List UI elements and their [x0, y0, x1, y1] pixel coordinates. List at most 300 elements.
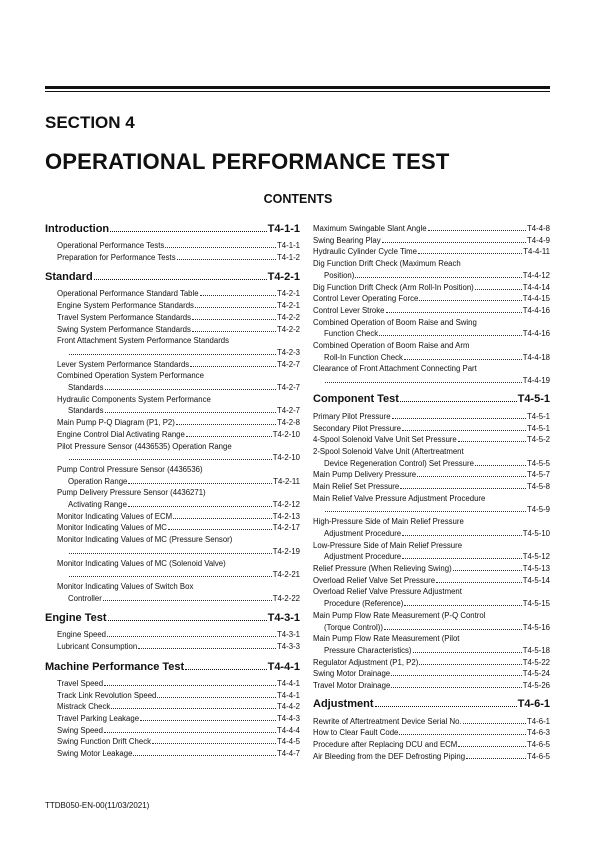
toc-entry[interactable]: [45, 736, 300, 748]
toc-entry-page: T4-6-1: [527, 716, 550, 726]
toc-right-column: [313, 223, 550, 763]
toc-entry-label: Procedure (Reference): [324, 599, 404, 609]
toc-entry-line: [313, 328, 550, 340]
toc-entry-label: Roll-In Function Check: [324, 352, 403, 362]
toc-entry-page: T4-2-7: [277, 406, 300, 416]
toc-entry-page: T4-4-7: [277, 749, 300, 759]
toc-entry-line: [57, 713, 300, 725]
group-heading-page: T4-1-1: [267, 223, 300, 235]
toc-entry[interactable]: [45, 441, 300, 464]
toc-entry-page: T4-5-14: [522, 575, 550, 585]
dot-leader: [152, 742, 276, 744]
toc-entry[interactable]: [313, 739, 550, 751]
toc-entry[interactable]: [45, 359, 300, 371]
toc-entry-label: Main Pump Flow Rate Measurement (P-Q Control: [313, 610, 486, 620]
toc-entry-label: Control Lever Operating Force: [313, 294, 419, 304]
toc-entry-line: [57, 581, 300, 593]
dot-leader: [417, 475, 526, 477]
toc-entry-line: [313, 622, 550, 634]
group-heading-label: Introduction: [45, 223, 110, 235]
dot-leader: [165, 246, 276, 248]
toc-entry-label: Monitor Indicating Values of ECM: [57, 511, 173, 521]
toc-entry-page: T4-1-1: [277, 241, 300, 250]
toc-entry[interactable]: [45, 725, 300, 737]
toc-entry-page: T4-4-16: [522, 329, 550, 339]
toc-entry-line: [313, 363, 550, 375]
toc-entry-label: Hydraulic Components System Performance: [57, 394, 211, 404]
toc-entry-label: Main Relief Set Pressure: [313, 482, 400, 492]
toc-entry-label: Swing Motor Drainage: [313, 669, 391, 679]
toc-entry[interactable]: [45, 240, 300, 252]
toc-entry-label: Relief Pressure (When Relieving Swing): [313, 563, 452, 573]
toc-entry[interactable]: [313, 657, 550, 669]
toc-entry-line: [313, 375, 550, 387]
top-rule-thick: [45, 86, 550, 89]
toc-entry-page: T4-2-7: [277, 383, 300, 393]
toc-entry-line: [313, 657, 550, 669]
toc-entry-page: T4-2-2: [277, 312, 300, 322]
toc-entry-label: Travel Speed: [57, 678, 104, 688]
toc-entry-line: [313, 598, 550, 610]
toc-entry-label: Adjustment Procedure: [324, 528, 402, 538]
toc-entry-page: T4-1-2: [277, 252, 300, 262]
toc-entry-label: Secondary Pilot Pressure: [313, 423, 401, 433]
group-heading-page: T4-5-1: [517, 392, 550, 405]
toc-entry[interactable]: [313, 293, 550, 305]
toc-entry-label: Swing System Performance Standards: [57, 324, 191, 334]
group-heading-label: Adjustment: [313, 697, 374, 710]
toc-entry-page: T4-4-16: [522, 305, 550, 315]
dot-leader: [475, 288, 522, 290]
toc-entry-line: [57, 534, 300, 546]
toc-entry[interactable]: [45, 464, 300, 487]
dot-leader: [402, 429, 526, 431]
group-heading-page: T4-3-1: [267, 612, 300, 625]
dot-leader: [186, 435, 272, 437]
toc-entry[interactable]: [45, 335, 300, 358]
toc-entry[interactable]: [45, 629, 300, 641]
dot-leader: [400, 400, 517, 402]
toc-entry-line: [57, 736, 300, 748]
toc-group-heading[interactable]: [313, 698, 550, 711]
toc-group-heading[interactable]: [45, 661, 300, 674]
document-footer: TTDB050-EN-00(11/03/2021): [45, 801, 150, 810]
toc-entry-line: [57, 452, 300, 464]
toc-entry-label: Travel Parking Leakage: [57, 713, 140, 723]
toc-entry-label: Low-Pressure Side of Main Relief Pressure: [313, 540, 463, 550]
toc-entry[interactable]: [313, 340, 550, 363]
toc-entry-label: Travel Motor Drainage: [313, 681, 391, 691]
dot-leader: [128, 505, 272, 507]
toc-entry[interactable]: [45, 312, 300, 324]
toc-entry[interactable]: [45, 487, 300, 510]
toc-entry-line: [57, 511, 300, 523]
toc-group-heading[interactable]: [45, 223, 300, 236]
toc-entry-line: [57, 288, 300, 300]
dot-leader: [418, 252, 522, 254]
toc-entry[interactable]: [45, 678, 300, 690]
toc-entry[interactable]: [45, 522, 300, 534]
toc-entry-line: [313, 282, 550, 294]
toc-entry[interactable]: [313, 751, 550, 763]
toc-entry-line: [313, 235, 550, 247]
group-heading-page: T4-6-1: [517, 697, 550, 710]
toc-entry[interactable]: [313, 258, 550, 281]
toc-entry[interactable]: [313, 540, 550, 563]
toc-entry-line: [313, 493, 550, 505]
dot-leader: [168, 528, 272, 530]
toc-entry[interactable]: [313, 246, 550, 258]
toc-entry[interactable]: [45, 511, 300, 523]
toc-entry-label: Track Link Revolution Speed: [57, 690, 157, 700]
toc-entry-page: T4-2-8: [277, 418, 300, 428]
toc-entry[interactable]: [313, 633, 550, 656]
toc-entry[interactable]: [45, 417, 300, 429]
toc-entry[interactable]: [313, 716, 550, 728]
toc-entry-line: [57, 382, 300, 394]
toc-entry-line: [57, 347, 300, 359]
toc-entry-page: T4-5-7: [527, 470, 550, 480]
toc-entry-page: T4-2-13: [272, 511, 300, 521]
dot-leader: [404, 358, 522, 360]
dot-leader: [458, 440, 526, 442]
toc-entry[interactable]: [313, 223, 550, 235]
toc-entry-label: Combined Operation of Boom Raise and Arm: [313, 341, 470, 351]
top-rule-thin: [45, 91, 550, 92]
toc-entry-label: Pilot Pressure Sensor (4436535) Operation Range: [57, 441, 232, 451]
toc-entry[interactable]: [45, 713, 300, 725]
toc-entry-label: Pump Delivery Pressure Sensor (4436271): [57, 488, 206, 498]
toc-entry-line: [313, 610, 550, 622]
toc-entry-page: T4-4-1: [277, 690, 300, 700]
dot-leader: [69, 458, 272, 460]
toc-entry-page: T4-4-11: [523, 247, 550, 257]
dot-leader: [138, 647, 276, 649]
dot-leader: [419, 299, 521, 301]
dot-leader: [190, 365, 276, 367]
toc-entry[interactable]: [45, 641, 300, 653]
toc-group-heading[interactable]: [45, 612, 300, 625]
section-label: SECTION 4: [45, 113, 135, 132]
toc-entry-line: [313, 434, 550, 446]
toc-entry-label: Controller: [68, 593, 102, 603]
toc-entry-page: T4-5-22: [522, 657, 550, 667]
toc-entry-label: Main Relief Valve Pressure Adjustment Procedure: [313, 493, 486, 503]
toc-entry-page: T4-2-2: [277, 324, 300, 334]
toc-entry[interactable]: [45, 748, 300, 760]
dot-leader: [325, 381, 522, 383]
toc-entry-label: Travel System Performance Standards: [57, 312, 192, 322]
toc-entry[interactable]: [313, 610, 550, 633]
dot-leader: [69, 552, 272, 554]
toc-entry-line: [57, 464, 300, 476]
toc-entry[interactable]: [313, 516, 550, 539]
toc-entry[interactable]: [45, 581, 300, 604]
toc-entry-line: [57, 476, 300, 488]
toc-entry-label: Operation Range: [68, 476, 128, 486]
toc-entry-page: T4-5-18: [522, 645, 550, 655]
dot-leader: [375, 705, 517, 707]
toc-entry-page: T4-5-26: [522, 681, 550, 691]
dot-leader: [200, 294, 276, 296]
toc-entry-page: T4-4-4: [277, 725, 300, 735]
toc-group-heading[interactable]: [313, 393, 550, 406]
toc-entry-label: Operational Performance Standard Table: [57, 289, 199, 299]
toc-entry-label: Engine Speed: [57, 630, 106, 640]
toc-entry-line: [313, 305, 550, 317]
toc-entry-page: T4-5-16: [522, 622, 550, 632]
toc-entry[interactable]: [313, 235, 550, 247]
toc-entry-line: [57, 405, 300, 417]
toc-entry-page: T4-5-5: [527, 458, 550, 468]
toc-entry-line: [313, 446, 550, 458]
toc-entry-line: [313, 668, 550, 680]
dot-leader: [404, 604, 521, 606]
dot-leader: [428, 229, 526, 231]
toc-entry-label: Control Lever Stroke: [313, 305, 385, 315]
toc-entry-line: [57, 546, 300, 558]
toc-entry-page: T4-2-22: [272, 593, 300, 603]
toc-entry-page: T4-5-13: [522, 563, 550, 573]
toc-entry-line: [313, 352, 550, 364]
toc-entry-page: T4-2-11: [273, 476, 300, 486]
toc-entry-line: [313, 258, 550, 270]
toc-entry-line: [313, 411, 550, 423]
dot-leader: [463, 722, 526, 724]
toc-entry-line: [57, 300, 300, 312]
toc-entry[interactable]: [313, 668, 550, 680]
toc-entry-label: Main Pump P-Q Diagram (P1, P2): [57, 418, 175, 428]
toc-entry[interactable]: [45, 300, 300, 312]
dot-leader: [110, 230, 266, 232]
toc-entry-line: [313, 551, 550, 563]
toc-entry-label: Front Attachment System Performance Standards: [57, 336, 230, 346]
toc-entry-label: Overload Relief Valve Pressure Adjustment: [313, 587, 462, 597]
toc-entry[interactable]: [313, 469, 550, 481]
toc-entry-line: [57, 701, 300, 713]
dot-leader: [133, 754, 276, 756]
toc-entry-page: T4-4-8: [527, 224, 550, 233]
dot-leader: [384, 628, 522, 630]
dot-leader: [195, 306, 276, 308]
toc-entry-page: T4-5-8: [527, 482, 550, 492]
toc-entry-line: [313, 586, 550, 598]
toc-entry-label: Combined Operation System Performance: [57, 371, 204, 381]
toc-entry-page: T4-4-18: [522, 352, 550, 362]
dot-leader: [128, 482, 272, 484]
toc-entry-label: Lever System Performance Standards: [57, 359, 190, 369]
toc-entry[interactable]: [313, 305, 550, 317]
group-heading-label: Machine Performance Test: [45, 660, 185, 673]
toc-entry-line: [313, 751, 550, 763]
toc-entry-line: [313, 340, 550, 352]
toc-entry[interactable]: [45, 534, 300, 557]
toc-entry-label: Preparation for Performance Tests: [57, 252, 176, 262]
toc-entry-label: Monitor Indicating Values of MC: [57, 523, 167, 533]
toc-entry[interactable]: [313, 434, 550, 446]
toc-entry-page: T4-3-3: [277, 642, 300, 652]
dot-leader: [94, 278, 267, 280]
toc-entry-page: T4-2-10: [272, 429, 300, 439]
toc-entry-line: [57, 429, 300, 441]
group-heading-page: T4-4-1: [267, 660, 300, 673]
toc-entry[interactable]: [313, 563, 550, 575]
toc-entry-line: [57, 324, 300, 336]
toc-entry-line: [313, 575, 550, 587]
toc-entry[interactable]: [45, 558, 300, 581]
toc-group-heading[interactable]: [45, 271, 300, 284]
toc-entry[interactable]: [313, 446, 550, 469]
toc-entry-label: Swing Bearing Play: [313, 235, 381, 245]
dot-leader: [413, 651, 522, 653]
toc-entry-page: T4-5-9: [527, 505, 550, 515]
toc-entry-page: T4-6-3: [527, 728, 550, 738]
group-heading-label: Component Test: [313, 392, 399, 405]
toc-entry-label: Maximum Swingable Slant Angle: [313, 224, 427, 233]
toc-entry-page: T4-2-17: [272, 523, 300, 533]
dot-leader: [185, 668, 266, 670]
page-title: OPERATIONAL PERFORMANCE TEST: [45, 149, 450, 174]
toc-entry-label: Engine System Performance Standards: [57, 301, 194, 311]
toc-entry-line: [313, 246, 550, 258]
toc-entry-label: Swing Function Drift Check: [57, 737, 152, 747]
toc-entry-line: [57, 335, 300, 347]
dot-leader: [391, 686, 521, 688]
dot-leader: [177, 258, 276, 260]
toc-entry[interactable]: [45, 394, 300, 417]
toc-entry-label: Lubricant Consumption: [57, 642, 138, 652]
toc-entry-page: T4-6-5: [527, 740, 550, 750]
toc-entry[interactable]: [313, 575, 550, 587]
toc-entry-line: [57, 394, 300, 406]
toc-entry-page: T4-2-3: [277, 347, 300, 357]
toc-entry-line: [313, 563, 550, 575]
toc-entry-label: 2-Spool Solenoid Valve Unit (Aftertreatment: [313, 446, 464, 456]
toc-entry-label: Position): [324, 270, 355, 280]
dot-leader: [325, 510, 526, 512]
dot-leader: [104, 731, 276, 733]
toc-entry-line: [57, 629, 300, 641]
dot-leader: [105, 411, 276, 413]
dot-leader: [107, 635, 276, 637]
toc-entry-page: T4-4-9: [527, 235, 550, 245]
toc-entry-page: T4-4-15: [522, 294, 550, 304]
dot-leader: [402, 557, 522, 559]
toc-entry[interactable]: [313, 282, 550, 294]
toc-entry[interactable]: [313, 481, 550, 493]
group-heading-label: Engine Test: [45, 612, 107, 625]
toc-entry-page: T4-2-12: [272, 500, 300, 510]
toc-entry-line: [313, 293, 550, 305]
toc-entry-line: [57, 240, 300, 252]
toc-entry-page: T4-4-12: [522, 270, 550, 280]
toc-entry[interactable]: [45, 252, 300, 264]
toc-entry[interactable]: [45, 288, 300, 300]
toc-entry[interactable]: [45, 690, 300, 702]
toc-entry-line: [313, 727, 550, 739]
toc-entry-line: [313, 469, 550, 481]
toc-entry-line: [313, 504, 550, 516]
dot-leader: [173, 517, 272, 519]
toc-entry[interactable]: [313, 363, 550, 386]
dot-leader: [103, 599, 272, 601]
toc-left-column: [45, 223, 300, 760]
group-heading-page: T4-2-1: [267, 271, 300, 284]
dot-leader: [192, 330, 276, 332]
toc-entry[interactable]: [45, 701, 300, 713]
toc-entry-page: T4-4-2: [277, 702, 300, 712]
toc-entry-page: T4-2-19: [272, 546, 300, 556]
dot-leader: [69, 353, 276, 355]
toc-entry-line: [57, 678, 300, 690]
toc-entry[interactable]: [313, 586, 550, 609]
toc-entry-line: [57, 558, 300, 570]
toc-entry-page: T4-3-1: [277, 630, 300, 640]
toc-entry-label: Procedure after Replacing DCU and ECM: [313, 740, 458, 750]
dot-leader: [402, 534, 522, 536]
toc-entry-label: Combined Operation of Boom Raise and Swing: [313, 317, 477, 327]
dot-leader: [399, 733, 526, 735]
dot-leader: [192, 318, 276, 320]
dot-leader: [379, 334, 522, 336]
dot-leader: [419, 663, 521, 665]
toc-entry-label: Hydraulic Cylinder Cycle Time: [313, 247, 417, 257]
toc-entry-line: [313, 481, 550, 493]
toc-entry-line: [57, 522, 300, 534]
toc-entry[interactable]: [313, 727, 550, 739]
dot-leader: [105, 388, 276, 390]
dot-leader: [382, 241, 526, 243]
toc-entry[interactable]: [45, 324, 300, 336]
toc-entry-label: Mistrack Check: [57, 702, 111, 712]
toc-entry-line: [313, 423, 550, 435]
toc-entry[interactable]: [45, 429, 300, 441]
dot-leader: [453, 569, 522, 571]
toc-entry-line: [57, 593, 300, 605]
toc-entry-page: T4-5-1: [527, 423, 550, 433]
contents-heading: CONTENTS: [263, 192, 333, 206]
toc-entry[interactable]: [45, 370, 300, 393]
toc-entry-label: Main Pump Flow Rate Measurement (Pilot: [313, 634, 460, 644]
toc-entry-label: Standards: [68, 383, 104, 393]
toc-entry-line: [313, 645, 550, 657]
toc-entry-label: Pressure Characteristics): [324, 645, 412, 655]
toc-entry[interactable]: [313, 411, 550, 423]
toc-entry-label: Overload Relief Valve Set Pressure: [313, 575, 436, 585]
toc-entry-page: T4-2-1: [277, 289, 300, 299]
toc-entry-page: T4-4-5: [277, 737, 300, 747]
toc-entry-label: Swing Speed: [57, 725, 103, 735]
toc-entry-page: T4-5-24: [522, 669, 550, 679]
toc-entry[interactable]: [313, 317, 550, 340]
toc-entry-label: Function Check: [324, 329, 379, 339]
dot-leader: [475, 464, 526, 466]
toc-entry-label: Monitor Indicating Values of MC (Solenoid Valve): [57, 558, 226, 568]
toc-entry-line: [57, 748, 300, 760]
toc-entry[interactable]: [313, 423, 550, 435]
dot-leader: [386, 311, 522, 313]
toc-entry-label: Activating Range: [68, 500, 127, 510]
toc-entry[interactable]: [313, 493, 550, 516]
group-heading-label: Standard: [45, 271, 93, 284]
toc-entry-line: [57, 441, 300, 453]
toc-entry-page: T4-5-15: [522, 599, 550, 609]
toc-entry-page: T4-4-3: [277, 713, 300, 723]
toc-entry-label: Air Bleeding from the DEF Defrosting Piping: [313, 751, 466, 761]
toc-entry-label: Primary Pilot Pressure: [313, 411, 391, 421]
toc-entry[interactable]: [313, 680, 550, 692]
dot-leader: [140, 719, 276, 721]
